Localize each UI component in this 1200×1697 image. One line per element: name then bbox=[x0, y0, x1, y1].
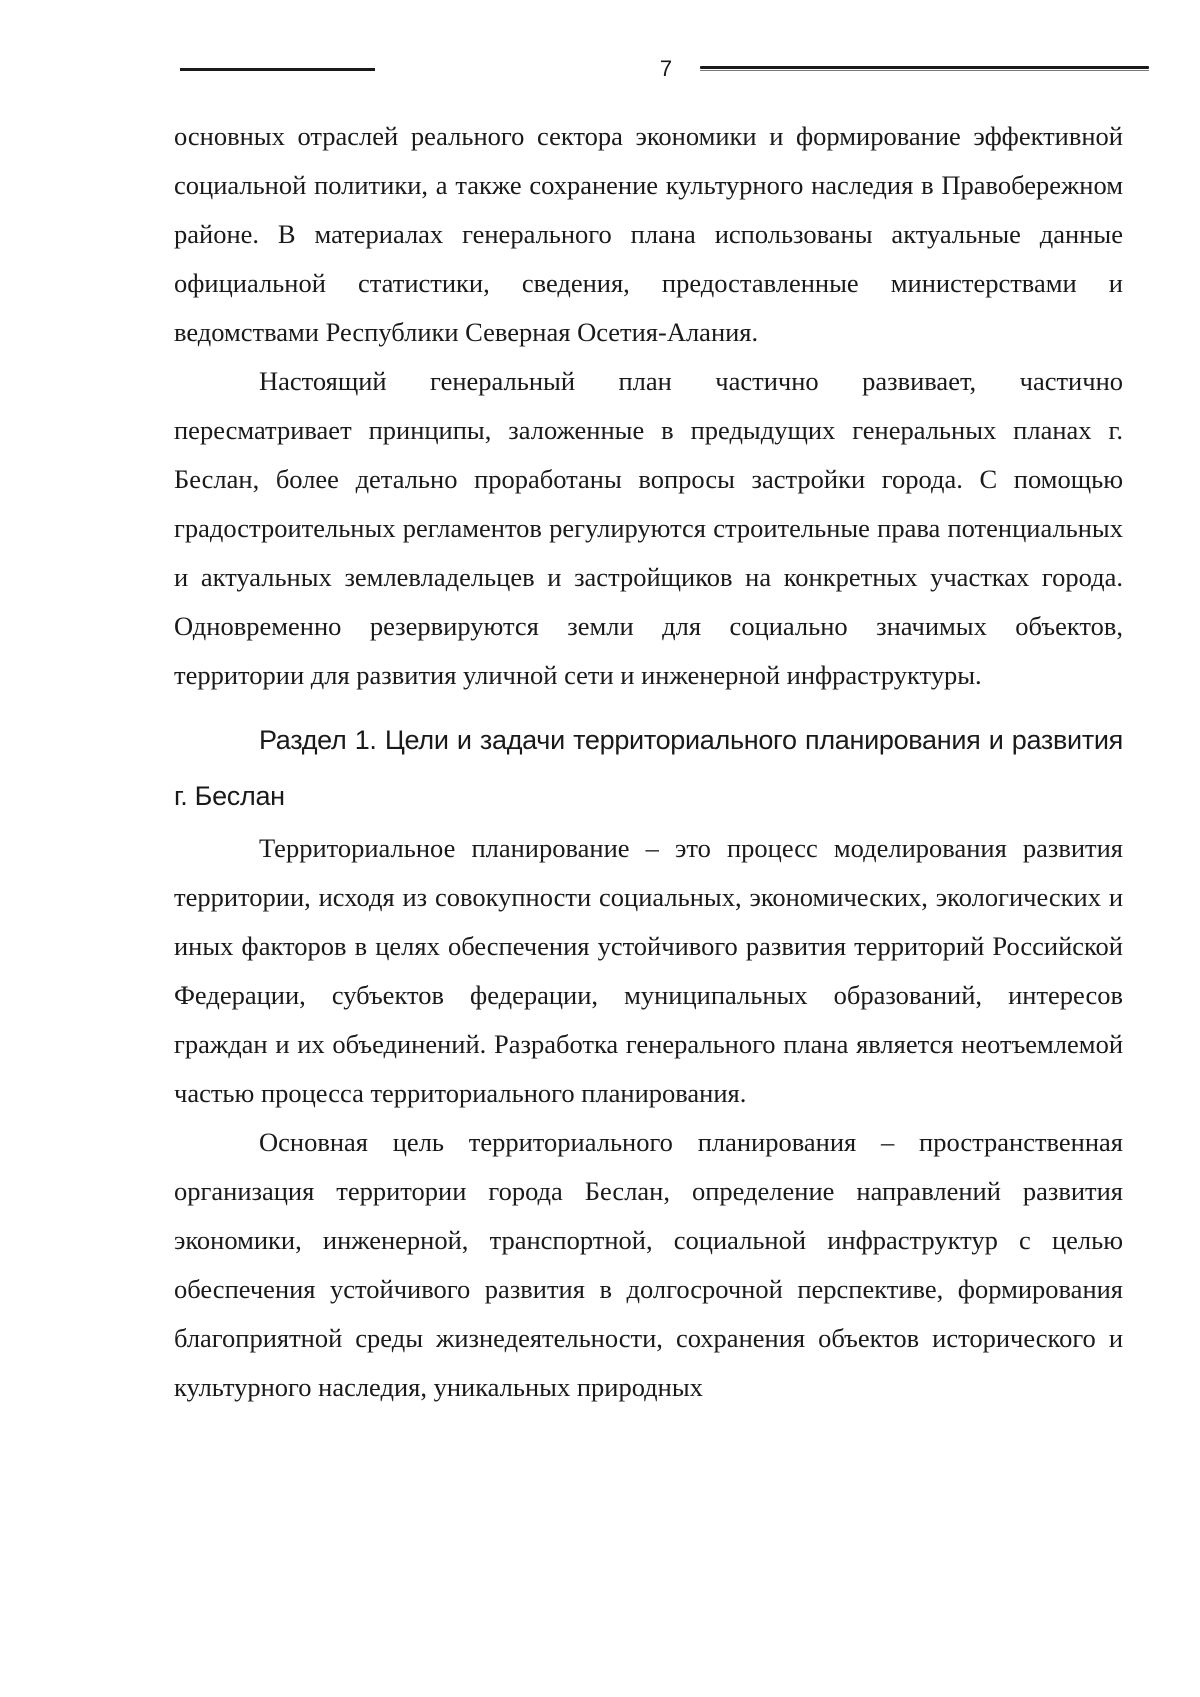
paragraph-territorial-planning: Территориальное планирование – это процесс моделирования развития территории, исходя из совокупности социальных, экономических, экологических и иных факторов в целях обеспечения устойчивого развития территорий Российской Федерации, субъектов федерации, муниципальных образований, интересов граждан и их объединений. Разработка генерального плана является неотъемлемой частью процесса территориального планирования. bbox=[174, 833, 1123, 1108]
document-body bbox=[174, 112, 1123, 1412]
page-number: 7 bbox=[659, 56, 673, 81]
paragraph-main-goal: Основная цель территориального планирования – пространственная организация территории города Беслан, определение направлений развития экономики, инженерной, транспортной, социальной инфраструктур с целью обеспечения устойчивого развития в долгосрочной перспективе, формирования благоприятной среды жизнедеятельности, сохранения объектов исторического и культурного наследия, уникальных природных bbox=[174, 1127, 1123, 1402]
header-rule-left bbox=[180, 68, 375, 71]
header-rule-right bbox=[700, 66, 1149, 69]
header-rule-right-shadow bbox=[700, 70, 1149, 71]
page-header bbox=[0, 56, 1200, 86]
paragraph-continuation: основных отраслей реального сектора экономики и формирование эффективной социальной политики, а также сохранение культурного наследия в Правобережном районе. В материалах генерального плана использованы актуальные данные официальной статистики, сведения, предоставленные министерствами и ведомствами Республики Северная Осетия-Алания. bbox=[174, 121, 1123, 347]
section-heading: Раздел 1. Цели и задачи территориального планирования и развития г. Беслан bbox=[174, 725, 1123, 811]
paragraph-general-plan: Настоящий генеральный план частично развивает, частично пересматривает принципы, заложенные в предыдущих генеральных планах г. Беслан, более детально проработаны вопросы застройки города. С помощью градостроительных регламентов регулируются строительные права потенциальных и актуальных землевладельцев и застройщиков на конкретных участках города. Одновременно резервируются земли для социально значимых объектов, территории для развития уличной сети и инженерной инфраструктуры. bbox=[174, 366, 1123, 690]
